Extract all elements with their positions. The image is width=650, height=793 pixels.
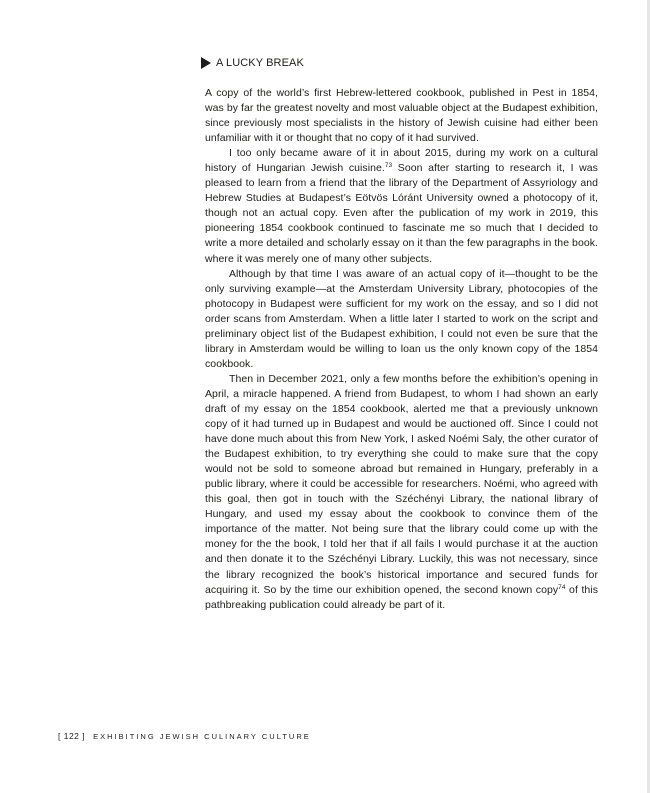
section-heading <box>201 57 304 69</box>
paragraph-1 <box>205 86 598 146</box>
page-number: [ 122 ] <box>58 731 86 741</box>
paragraph-2-text-b: Soon after starting to research it, I was pleased to learn from a friend that the library of the Department of Assyriology and Hebrew Studies at Budapest’s Eötvös Lóránt University owned a photocopy of it, though not an actual copy. Even after the publication of my work in 2019, this pioneering 1854 cookbook continued to fascinate me so much that I decided to write a more detailed and scholarly essay on it than the few paragraphs in the book. where it was merely one of many other subjects. <box>205 162 598 265</box>
paragraph-1-text: A copy of the world’s first Hebrew-lettered cookbook, published in Pest in 1854, was by far the greatest novelty and most valuable object at the Budapest exhibition, since previously most specialists in the history of Jewish cuisine had either been unfamiliar with it or thought that no copy of it had survived. <box>205 87 598 145</box>
triangle-right-icon <box>201 57 211 69</box>
paragraph-3 <box>205 267 598 372</box>
paragraph-4-text-a: Then in December 2021, only a few months before the exhibition’s opening in April, a miracle happened. A friend from Budapest, to whom I had shown an early draft of my essay on the 1854 cookbook, alerted me that a previously unknown copy of it had turned up in Budapest and would be auctioned off. Since I could not have done much about this from New York, I asked Noémi Saly, the other curator of the Budapest exhibition, to try everything she could to make sure that the copy would not be sold to someone abroad but remained in Hungary, preferably in a public library, where it could be accessible for researchers. Noémi, who agreed with this goal, then got in touch with the Széchényi Library, the national library of Hungary, and used my essay about the cookbook to convince them of the importance of the matter. Not being sure that the library could come up with the money for the the book, I told her that if all fails I would purchase it at the auction and then donate it to the Széchényi Library. Luckily, this was not necessary, since the library recognized the book’s historical importance and secured funds for acquiring it. So by the time our exhibition opened, the second known copy <box>205 372 598 596</box>
body-text <box>205 86 598 613</box>
paragraph-2-text-a: I too only became aware of it in about 2015, during my work on a cultural history of Hungarian Jewish cuisine. <box>205 147 598 175</box>
paragraph-4-text-b: of this pathbreaking publication could already be part of it. <box>205 583 598 611</box>
page-footer <box>58 731 311 741</box>
running-title: EXHIBITING JEWISH CULINARY CULTURE <box>93 731 311 741</box>
paragraph-2 <box>205 146 598 266</box>
footnote-ref-73: 73 <box>384 162 393 170</box>
section-heading-text: A LUCKY BREAK <box>216 57 304 69</box>
paragraph-4 <box>205 372 598 613</box>
footnote-ref-74: 74 <box>558 583 566 591</box>
paragraph-3-text: Although by that time I was aware of an actual copy of it—thought to be the only surviving example—at the Amsterdam University Library, photocopies of the photocopy in Budapest were sufficient for my work on the essay, and so I did not order scans from Amsterdam. When a little later I started to work on the script and preliminary object list of the Budapest exhibition, I could not even be sure that the library in Amsterdam would be willing to loan us the only known copy of the 1854 cookbook. <box>205 267 598 370</box>
